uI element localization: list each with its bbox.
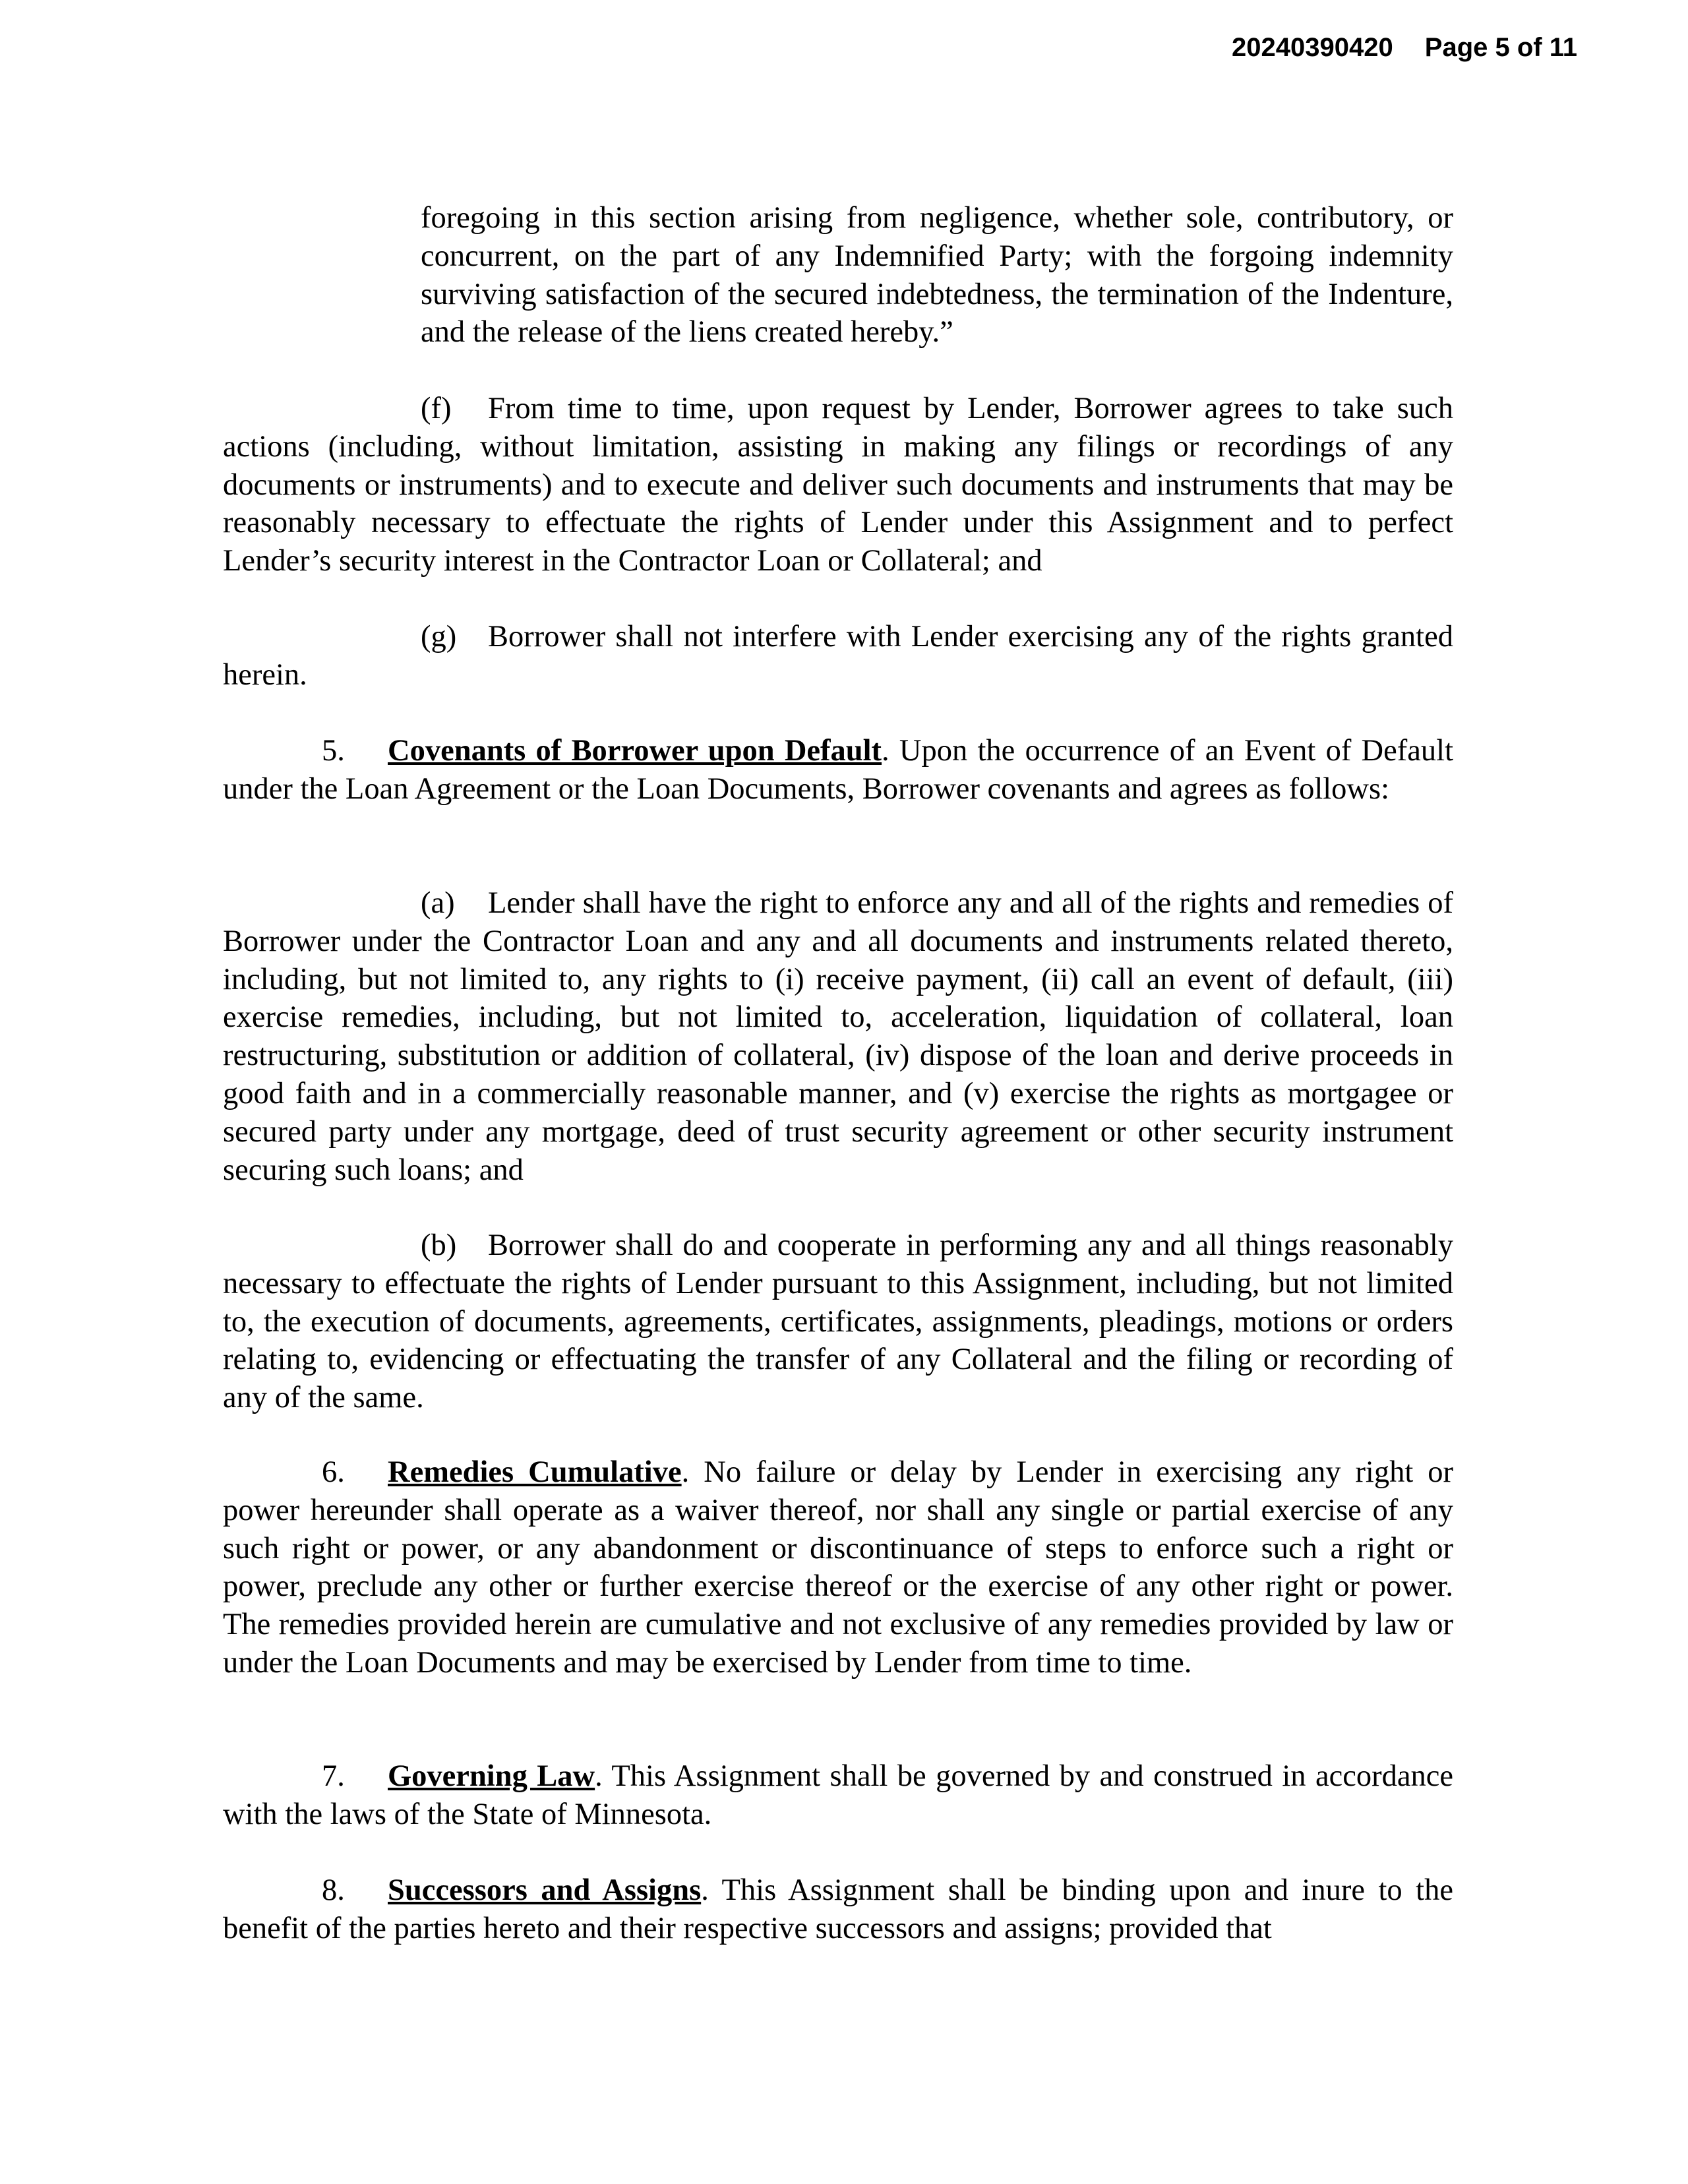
paragraph-f-marker: (f): [421, 392, 452, 425]
section-7-heading: Governing Law: [388, 1759, 595, 1793]
section-8-heading: Successors and Assigns: [388, 1873, 702, 1907]
page-number: Page 5 of 11: [1424, 33, 1577, 62]
paragraph-a-marker: (a): [421, 886, 455, 920]
section-5: [223, 732, 1453, 808]
paragraph-g-text: Borrower shall not interfere with Lender exercising any of the rights granted herein.: [223, 620, 1453, 692]
page-header: [1232, 33, 1577, 63]
document-number: 20240390420: [1232, 33, 1393, 62]
section-7-number: 7.: [322, 1759, 345, 1793]
paragraph-b-text: Borrower shall do and cooperate in performing any and all things reasonably necessary to effectuate the rights of Lender pursuant to this Assignment, including, but not limited to, the execution of documents, agreements, certificates, assignments, pleadings, motions or orders relating to, evidencing or effectuating the transfer of any Collateral and the filing or recording of any of the same.: [223, 1228, 1453, 1415]
paragraph-b-marker: (b): [421, 1228, 457, 1262]
paragraph-g: [223, 618, 1453, 694]
section-7-text: . This Assignment shall be governed by and construed in accordance with the laws of the State of Minnesota.: [223, 1759, 1454, 1831]
section-5-number: 5.: [322, 734, 345, 768]
section-7: [223, 1757, 1453, 1834]
paragraph-b: [223, 1227, 1453, 1417]
paragraph-g-marker: (g): [421, 620, 457, 653]
section-8: [223, 1871, 1453, 1948]
section-6: [223, 1453, 1453, 1682]
section-5-text: . Upon the occurrence of an Event of Default under the Loan Agreement or the Loan Documents, Borrower covenants and agrees as follows:: [223, 734, 1453, 806]
paragraph-f-text: From time to time, upon request by Lender, Borrower agrees to take such actions (including, without limitation, assisting in making any filings or recordings of any documents or instruments) and to execute and deliver such documents and instruments that may be reasonably necessary to effectuate the rights of Lender under this Assignment and to perfect Lender’s security interest in the Contractor Loan or Collateral; and: [223, 392, 1453, 578]
section-6-number: 6.: [322, 1455, 345, 1489]
section-8-number: 8.: [322, 1873, 345, 1907]
paragraph-f: [223, 390, 1453, 580]
paragraph-a: [223, 884, 1453, 1189]
section-5-heading: Covenants of Borrower upon Default: [388, 734, 882, 768]
section-6-text: . No failure or delay by Lender in exercising any right or power hereunder shall operate as a waiver thereof, nor shall any single or partial exercise of any such right or power, or any abandonment or discontinuance of steps to enforce such a right or power, preclude any other or further exercise thereof or the exercise of any other right or power. The remedies provided herein are cumulative and not exclusive of any remedies provided by law or under the Loan Documents and may be exercised by Lender from time to time.: [223, 1455, 1454, 1680]
section-8-text: . This Assignment shall be binding upon and inure to the benefit of the parties hereto and their respective successors and assigns; provided that: [223, 1873, 1453, 1945]
continuation-paragraph: foregoing in this section arising from negligence, whether sole, contributory, or concurrent, on the part of any Indemnified Party; with the forgoing indemnity surviving satisfaction of the secured indebtedness, the termination of the Indenture, and the release of the liens created hereby.”: [421, 201, 1453, 349]
section-6-heading: Remedies Cumulative: [388, 1455, 682, 1489]
paragraph-a-text: Lender shall have the right to enforce any and all of the rights and remedies of Borrower under the Contractor Loan and any and all documents and instruments related thereto, including, but not limited to, any rights to (i) receive payment, (ii) call an event of default, (iii) exercise remedies, including, but not limited to, acceleration, liquidation of collateral, loan restructuring, substitution or addition of collateral, (iv) dispose of the loan and derive proceeds in good faith and in a commercially reasonable manner, and (v) exercise the rights as mortgagee or secured party under any mortgage, deed of trust security agreement or other security instrument securing such loans; and: [223, 886, 1453, 1187]
